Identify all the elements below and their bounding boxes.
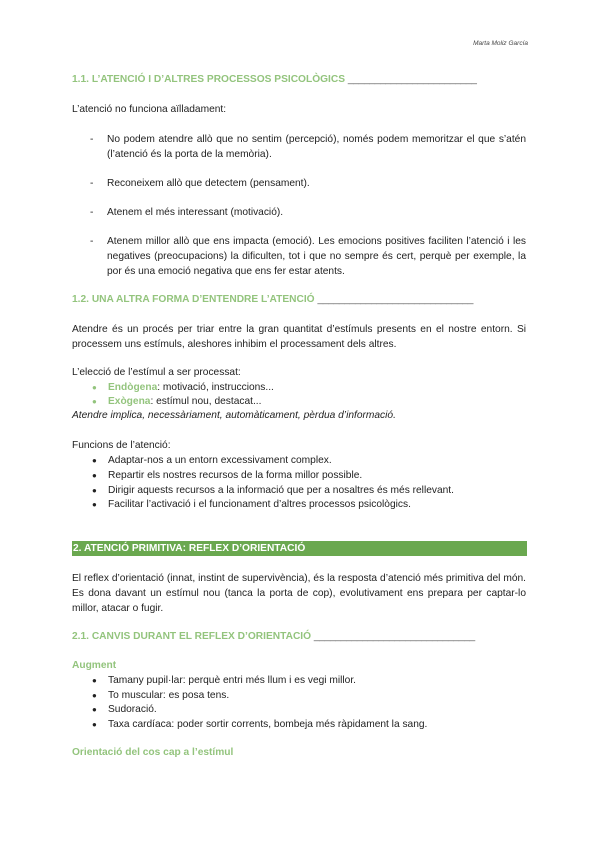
bullet-marker: ● <box>92 486 97 495</box>
paragraph: Atendre és un procés per triar entre la gran quantitat d’estímuls presents en el nostre entorn. Si processem uns estímuls, aleshores inhibim el processament dels altres. <box>72 324 526 350</box>
paragraph: L’elecció de l’estímul a ser processat: <box>72 367 241 378</box>
bullet-marker: ● <box>92 691 97 700</box>
section-heading-1-1 <box>72 72 528 87</box>
section-title: 1.1. L’ATENCIÓ I D’ALTRES PROCESSOS PSICOLÒGICS <box>72 74 346 85</box>
section-heading-1-2 <box>72 292 528 307</box>
dash-marker: - <box>90 236 94 247</box>
bullet-marker: ● <box>92 471 97 480</box>
list-item-text: To muscular: es posa tens. <box>108 690 230 701</box>
list-item-text: Repartir els nostres recursos de la forma millor possible. <box>108 470 363 481</box>
list-item-text: Atenem el més interessant (motivació). <box>107 207 284 218</box>
italic-note: Atendre implica, necessàriament, automàticament, pèrdua d’informació. <box>72 410 396 421</box>
section-heading-2: 2. ATENCIÓ PRIMITIVA: REFLEX D’ORIENTACIÓ <box>72 541 527 556</box>
paragraph: Funcions de l’atenció: <box>72 440 171 451</box>
term-description: : estímul nou, destacat... <box>150 396 262 407</box>
list-item-text: Sudoració. <box>108 704 157 715</box>
paragraph: El reflex d’orientació (innat, instint de supervivència), és la resposta d’atenció més primitiva del món. Es dona davant un estímul nou (tanca la porta de cop), evolutivament ens prepara per captar-lo millor, atacar o fugir. <box>72 573 526 614</box>
bullet-marker: ● <box>92 676 97 685</box>
bullet-marker: ● <box>92 720 97 729</box>
list-item-text: Reconeixem allò que detectem (pensament). <box>107 178 310 189</box>
heading-rule: ________________________ <box>347 74 477 85</box>
list-item-text: Atenem millor allò que ens impacta (emoció). Les emocions positives faciliten l’atenció i les negatives (preocupacions) la dificulten, tot i que no sempre és cert, perquè per exemple, la por és una emoció negativa que ens fer estar atents. <box>107 236 526 277</box>
section-title: 1.2. UNA ALTRA FORMA D’ENTENDRE L’ATENCIÓ <box>72 294 315 305</box>
bullet-marker: ● <box>92 383 97 392</box>
bullet-marker: ● <box>92 705 97 714</box>
bullet-marker: ● <box>92 500 97 509</box>
heading-rule: _____________________________ <box>317 294 474 305</box>
bullet-marker: ● <box>92 397 97 406</box>
list-item-text: Facilitar l’activació i el funcionament d’altres processos psicològics. <box>108 499 411 510</box>
list-item-text: No podem atendre allò que no sentim (percepció), només podem memoritzar el que s’atén (l’atenció és la porta de la memòria). <box>107 134 526 160</box>
list-item-text: Tamany pupil·lar: perquè entri més llum i es vegi millor. <box>108 675 356 686</box>
bullet-marker: ● <box>92 456 97 465</box>
dash-marker: - <box>90 207 94 218</box>
subheading-augment: Augment <box>72 660 117 671</box>
term: Endògena <box>108 382 158 393</box>
dash-marker: - <box>90 134 94 145</box>
term-description: : motivació, instruccions... <box>157 382 274 393</box>
list-item-text: Dirigir aquests recursos a la informació que per a nosaltres és més rellevant. <box>108 485 454 496</box>
section-title: 2.1. CANVIS DURANT EL REFLEX D’ORIENTACIÓ <box>72 631 312 642</box>
subheading-orientation: Orientació del cos cap a l’estímul <box>72 747 234 758</box>
paragraph: L’atenció no funciona aïlladament: <box>72 104 227 115</box>
list-item-text: Adaptar-nos a un entorn excessivament complex. <box>108 455 332 466</box>
list-item-text: Taxa cardíaca: poder sortir corrents, bombeja més ràpidament la sang. <box>108 719 428 730</box>
term: Exògena <box>108 396 151 407</box>
dash-marker: - <box>90 178 94 189</box>
author-name: Marta Moliz García <box>473 40 528 47</box>
heading-rule: ______________________________ <box>313 631 475 642</box>
section-heading-2-1 <box>72 629 528 644</box>
